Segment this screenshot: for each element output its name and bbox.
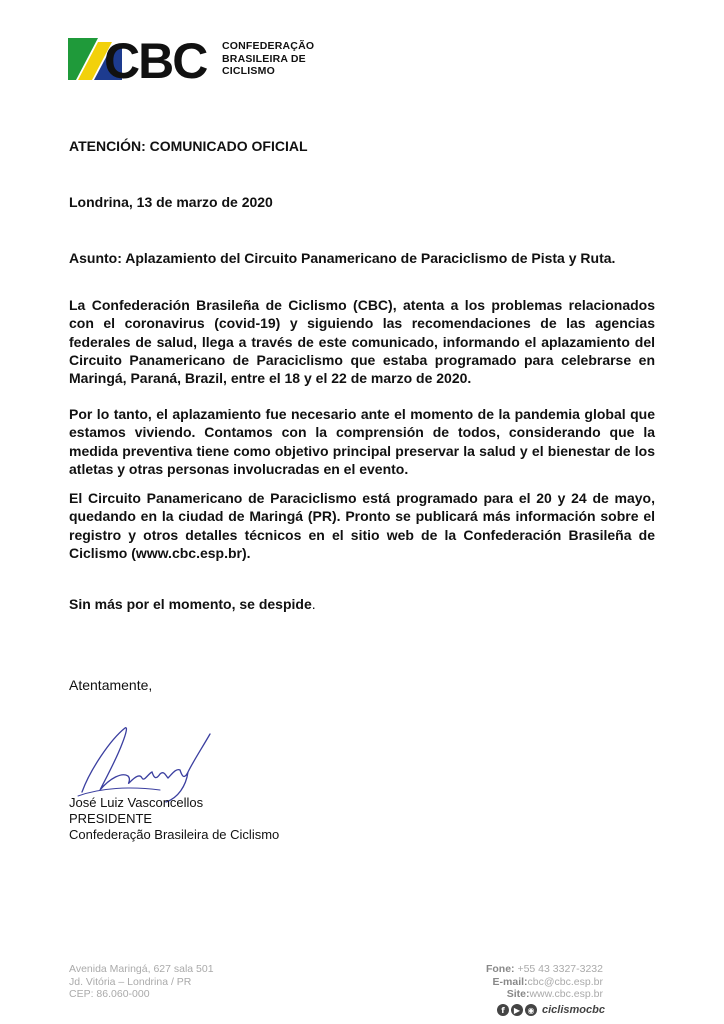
logo-line-1: CONFEDERAÇÃO [222,40,315,52]
site-line [486,988,603,1001]
social-handle: ciclismocbc [542,1004,605,1016]
social-links [497,1003,605,1017]
logo-line-3: CICLISMO [222,65,275,77]
logo-cbc-letters: CBC [104,36,207,82]
address-line-1: Avenida Maringá, 627 sala 501 [69,963,214,975]
paragraph-3: El Circuito Panamericano de Paraciclismo está programado para el 20 y 24 de mayo, quedando en la ciudad de Maringá (PR). Pronto se publicará más información sobre el registro y otros detalles técnicos en el sitio web de la Confederación Brasileña de Ciclismo (www.cbc.esp.br). [69,490,655,561]
address-line-3: CEP: 86.060-000 [69,988,150,1000]
email-value: cbc@cbc.esp.br [527,975,603,988]
letter-date: Londrina, 13 de marzo de 2020 [69,194,273,210]
site-value: www.cbc.esp.br [529,988,603,1000]
letter-heading: ATENCIÓN: COMUNICADO OFICIAL [69,138,308,154]
signatory-name: José Luiz Vasconcellos [69,795,204,810]
phone-label: Fone: [485,963,515,975]
logo-wordmark [222,40,314,78]
paragraph-1: La Confederación Brasileña de Ciclismo (CBC), atenta a los problemas relacionados con el coronavirus (covid-19) y siguiendo las recomendaciones de las agencias federales de salud, llega a través de este comunicado, informando el aplazamiento del Circuito Panamericano de Paraciclismo que estaba programado para celebrarse en Maringá, Paraná, Brazil, entre el 18 y el 22 de marzo de 2020. [69,297,655,387]
email-line [486,976,603,989]
signatory-organization: Confederação Brasileira de Ciclismo [69,827,280,842]
closing-line [69,596,316,612]
paragraph-2: Por lo tanto, el aplazamiento fue necesario ante el momento de la pandemia global que estamos viviendo. Contamos con la comprensión de todos, considerando que la medida preventiva tiene como objetivo principal preservar la salud y el bienestar de los atletas y otras personas involucradas en el evento. [69,406,655,477]
footer-contact [486,963,603,1001]
phone-value: +55 43 3327-3232 [514,963,603,975]
signatory-title: PRESIDENTE [69,811,153,826]
address-line-2: Jd. Vitória – Londrina / PR [69,975,192,988]
closing-period: . [311,596,316,612]
signatory-block [69,795,279,843]
letter-subject: Asunto: Aplazamiento del Circuito Panamericano de Paraciclismo de Pista y Ruta. [69,250,616,266]
instagram-icon[interactable]: ◉ [525,1004,537,1016]
logo-line-2: BRASILEIRA DE [222,52,306,65]
email-label: E-mail: [492,975,528,988]
phone-line [486,963,603,976]
footer-address [69,963,214,1001]
regards-text: Atentamente, [69,677,153,693]
facebook-icon[interactable]: f [497,1004,509,1016]
site-label: Site: [506,988,530,1000]
closing-text: Sin más por el momento, se despide [69,596,312,612]
youtube-icon[interactable]: ▶ [511,1004,523,1016]
